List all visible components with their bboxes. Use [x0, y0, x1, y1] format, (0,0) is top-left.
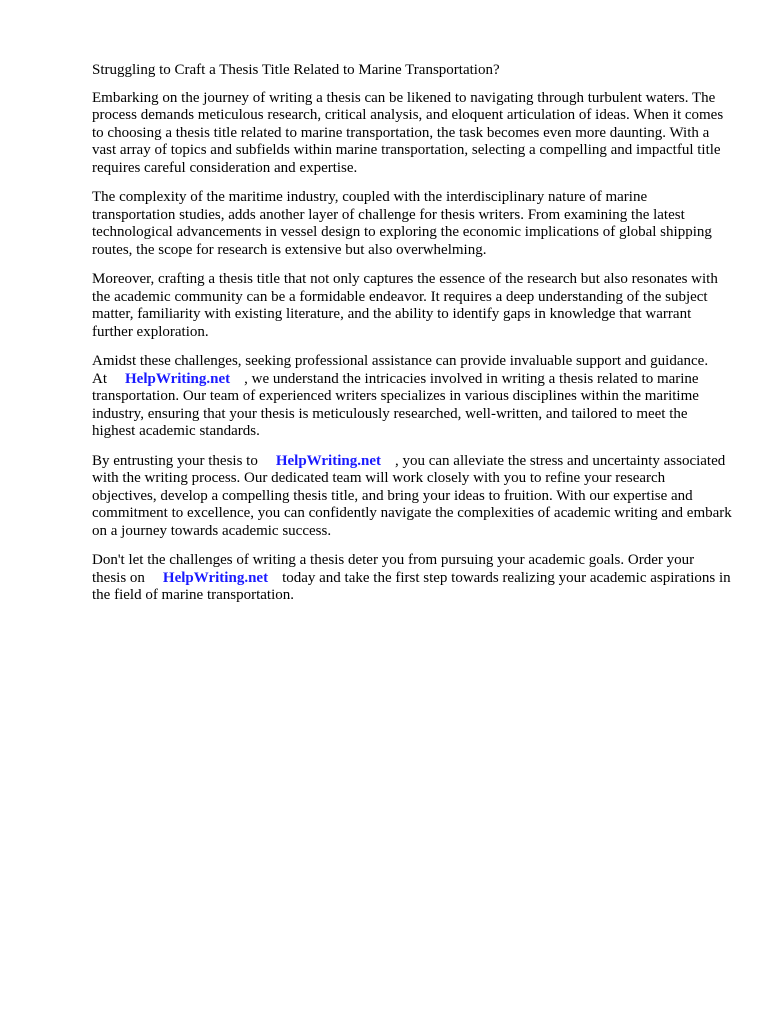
paragraph-assistance-text-before: Amidst these challenges, seeking professional assistance can provide invaluable support and guidance. At — [92, 353, 709, 387]
paragraph-order-text-before: Don't let the challenges of writing a thesis deter you from pursuing your academic goals. Order your thesis on — [92, 552, 695, 586]
paragraph-entrusting-text-after: , you can alleviate the stress and uncertainty associated with the writing process. Our dedicated team will work closely with you to refine your research objectives, develop a compelling thesis title, and bring your ideas to fruition. With our expertise and commitment to excellence, you can confidently navigate the complexities of academic writing and embark on a journey towards academic success. — [92, 452, 732, 539]
paragraph-entrusting — [92, 453, 732, 541]
helpwriting-link[interactable]: HelpWriting.net — [162, 569, 269, 586]
document-title: Struggling to Craft a Thesis Title Related to Marine Transportation? — [92, 62, 500, 78]
document-page — [92, 62, 732, 617]
paragraph-complexity: The complexity of the maritime industry, coupled with the interdisciplinary nature of marine transportation studies, adds another layer of challenge for thesis writers. From examining the latest technological advancements in vessel design to exploring the economic implications of global shipping routes, the scope for research is extensive but also overwhelming. — [92, 189, 712, 258]
paragraph-intro: Embarking on the journey of writing a thesis can be likened to navigating through turbulent waters. The process demands meticulous research, critical analysis, and eloquent articulation of ideas. When it comes to choosing a thesis title related to marine transportation, the task becomes even more daunting. With a vast array of topics and subfields within marine transportation, selecting a compelling and impactful title requires careful consideration and expertise. — [92, 89, 724, 176]
helpwriting-link[interactable]: HelpWriting.net — [275, 452, 381, 469]
paragraph-assistance-text-after: , we understand the intricacies involved in writing a thesis related to marine transportation. Our team of experienced writers specializes in various disciplines within the maritime industry, ensuring that your thesis is meticulously researched, well-written, and tailored to meet the highest academic standards. — [92, 370, 699, 439]
paragraph-order — [92, 552, 732, 605]
paragraph-order-text-after: today and take the first step towards realizing your academic aspirations in the field of marine transportation. — [92, 569, 731, 603]
paragraph-entrusting-text-before: By entrusting your thesis to — [92, 452, 258, 469]
paragraph-moreover: Moreover, crafting a thesis title that not only captures the essence of the research but also resonates with the academic community can be a formidable endeavor. It requires a deep understanding of the subject matter, familiarity with existing literature, and the ability to identify gaps in knowledge that warrant further exploration. — [92, 271, 718, 340]
paragraph-assistance — [92, 353, 732, 441]
helpwriting-link[interactable]: HelpWriting.net — [125, 370, 231, 387]
